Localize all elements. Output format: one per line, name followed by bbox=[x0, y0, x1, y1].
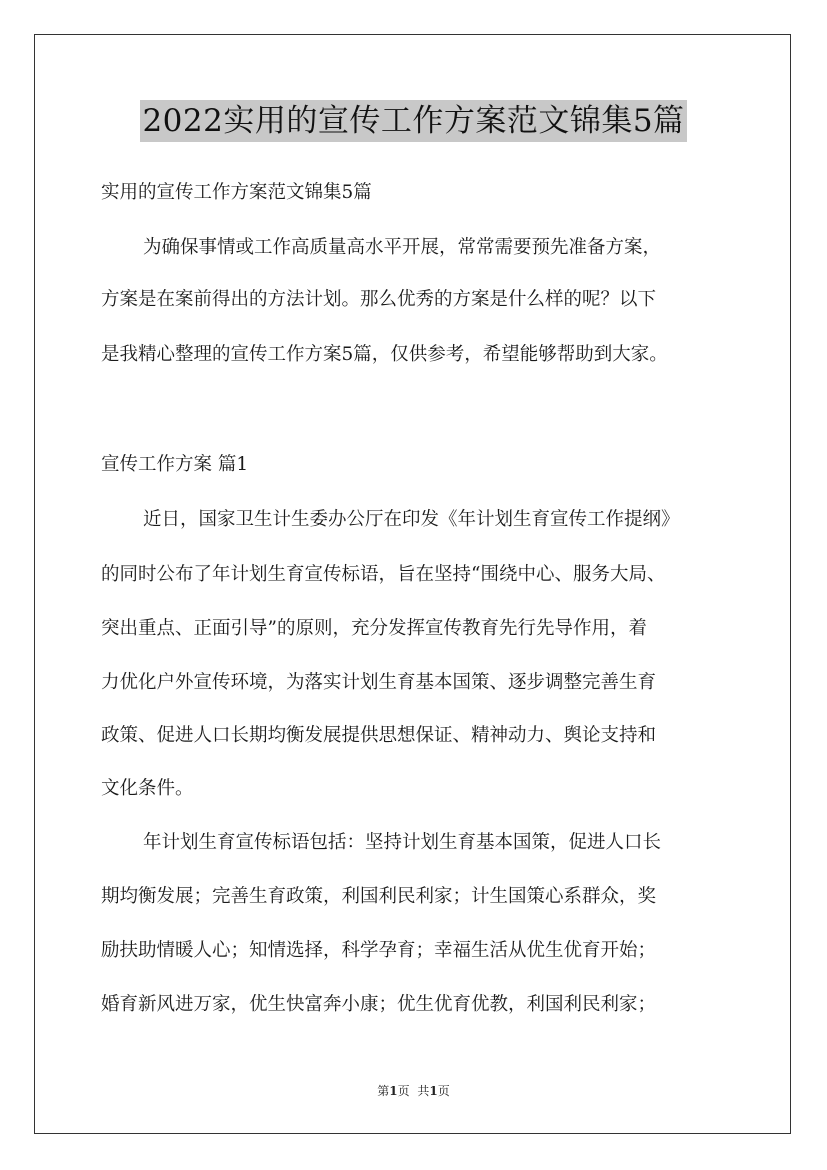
para1-line-4: 力优化户外宣传环境，为落实计划生育基本国策、逐步调整完善生育 bbox=[101, 672, 657, 693]
footer-page-suffix: 页 bbox=[397, 1084, 410, 1098]
footer-total-number: 1 bbox=[429, 1084, 438, 1098]
document-title: 2022实用的宣传工作方案范文锦集5篇 bbox=[140, 100, 686, 142]
para2-line-2: 期均衡发展；完善生育政策，利国利民利家；计生国策心系群众，奖 bbox=[101, 886, 657, 907]
page-footer bbox=[0, 1083, 827, 1099]
section-heading: 宣传工作方案 篇1 bbox=[101, 454, 249, 475]
footer-page-prefix: 第 bbox=[377, 1084, 390, 1098]
para1-line-2: 的同时公布了年计划生育宣传标语，旨在坚持“围绕中心、服务大局、 bbox=[101, 564, 666, 585]
intro-line-2: 方案是在案前得出的方法计划。那么优秀的方案是什么样的呢？以下 bbox=[101, 289, 657, 310]
para2-line-4: 婚育新风进万家，优生快富奔小康；优生优育优教，利国利民利家； bbox=[101, 994, 657, 1015]
para1-line-1: 近日，国家卫生计生委办公厅在印发《年计划生育宣传工作提纲》 bbox=[143, 509, 680, 530]
intro-line-1: 为确保事情或工作高质量高水平开展，常常需要预先准备方案， bbox=[143, 237, 662, 258]
para2-line-3: 励扶助情暖人心；知情选择，科学孕育；幸福生活从优生优育开始； bbox=[101, 940, 657, 961]
footer-total-prefix: 共 bbox=[417, 1084, 430, 1098]
intro-line-3: 是我精心整理的宣传工作方案5篇，仅供参考，希望能够帮助到大家。 bbox=[101, 344, 668, 365]
footer-total-suffix: 页 bbox=[437, 1084, 450, 1098]
document-subtitle: 实用的宣传工作方案范文锦集5篇 bbox=[101, 182, 372, 203]
para2-line-1: 年计划生育宣传标语包括：坚持计划生育基本国策，促进人口长 bbox=[143, 832, 662, 853]
footer-page-number: 1 bbox=[389, 1084, 398, 1098]
para1-line-6: 文化条件。 bbox=[101, 778, 194, 799]
title-container bbox=[0, 100, 827, 142]
para1-line-5: 政策、促进人口长期均衡发展提供思想保证、精神动力、舆论支持和 bbox=[101, 725, 657, 746]
para1-line-3: 突出重点、正面引导”的原则，充分发挥宣传教育先行先导作用，着 bbox=[101, 618, 647, 639]
